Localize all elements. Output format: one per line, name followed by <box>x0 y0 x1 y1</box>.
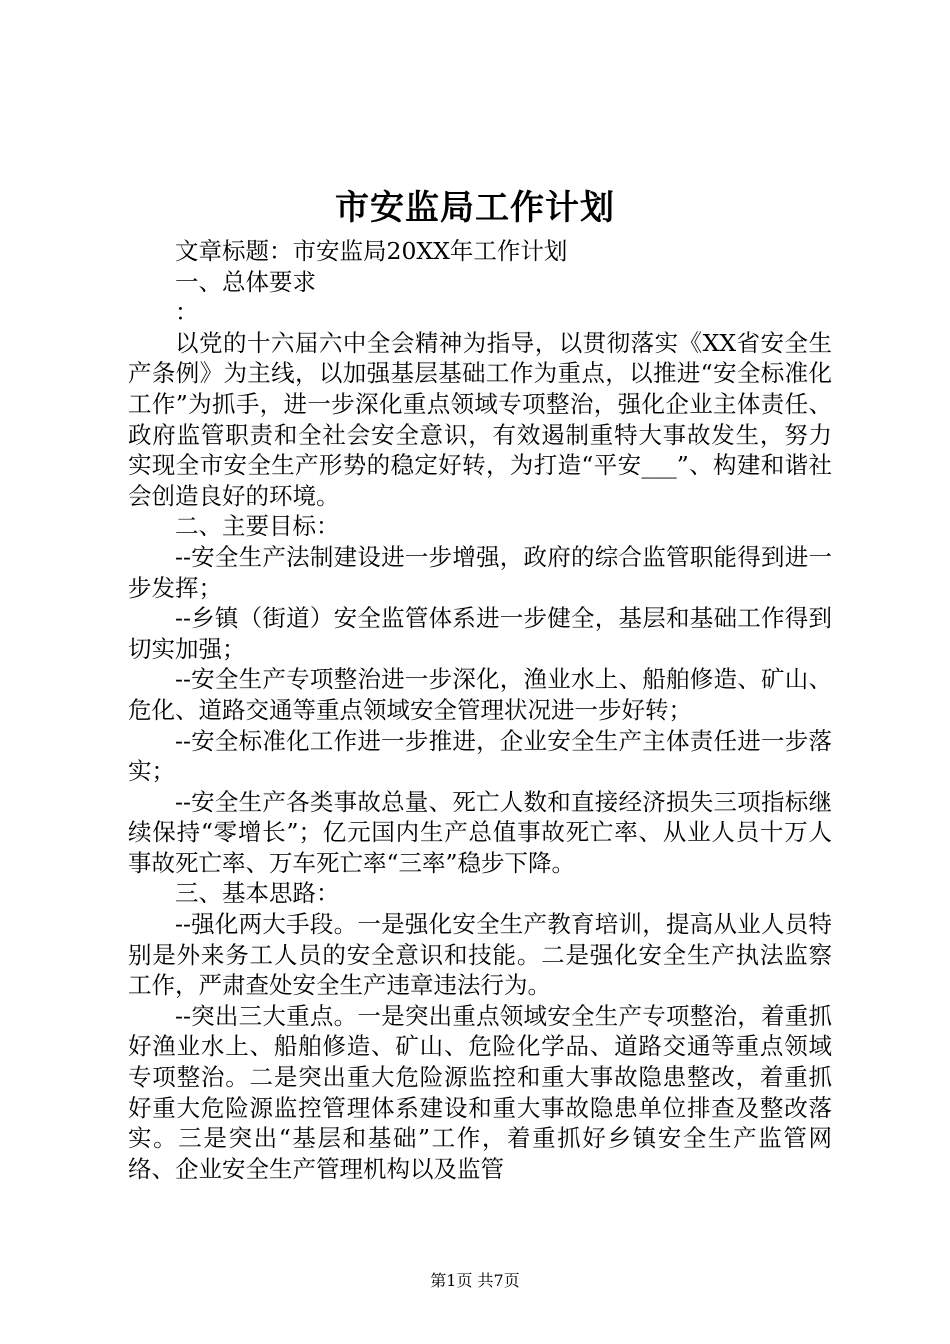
paragraph-guiding-principle: 以党的十六届六中全会精神为指导，以贯彻落实《XX省安全生产条例》为主线，以加强基层基础工作为重点，以推进“安全标准化工作”为抓手，进一步深化重点领域专项整治，强化企业主体责任、政府监管职责和全社会安全意识，有效遏制重特大事故发生，努力实现全市安全生产形势的稳定好转，为打造“平安___”、构建和谐社会创造良好的环境。 <box>128 328 832 510</box>
document-title: 市安监局工作计划 <box>335 188 615 228</box>
paragraph-colon: ： <box>175 298 199 327</box>
page-footer: 第1页 共7页 <box>430 1271 520 1290</box>
paragraph-article-title: 文章标题：市安监局20XX年工作计划 <box>175 237 568 265</box>
goal-item: --安全生产各类事故总量、死亡人数和直接经济损失三项指标继续保持“零增长”；亿元国内生产总值事故死亡率、从业人员十万人事故死亡率、万车死亡率“三率”稳步下降。 <box>128 787 832 877</box>
approach-item: --突出三大重点。一是突出重点领域安全生产专项整治，着重抓好渔业水上、船舶修造、矿山、危险化学品、道路交通等重点领域专项整治。二是突出重大危险源监控和重大事故隐患整改，着重抓好重大危险源监控管理体系建设和重大事故隐患单位排查及整改落实。三是突出“基层和基础”工作，着重抓好乡镇安全生产监管网络、企业安全生产管理机构以及监管 <box>128 1001 832 1183</box>
heading-basic-approach: 三、基本思路： <box>175 879 340 908</box>
document-body <box>128 236 832 1184</box>
heading-main-goals: 二、主要目标： <box>175 512 340 541</box>
goal-item: --安全生产专项整治进一步深化，渔业水上、船舶修造、矿山、危化、道路交通等重点领域安全管理状况进一步好转； <box>128 665 832 724</box>
goal-item: --安全生产法制建设进一步增强，政府的综合监管职能得到进一步发挥； <box>128 542 832 602</box>
heading-general-requirements: 一、总体要求 <box>175 267 316 296</box>
approach-item: --强化两大手段。一是强化安全生产教育培训，提高从业人员特别是外来务工人员的安全意识和技能。二是强化安全生产执法监察工作，严肃查处安全生产违章违法行为。 <box>128 910 832 1000</box>
goal-item: --安全标准化工作进一步推进，企业安全生产主体责任进一步落实； <box>128 726 832 786</box>
goal-item: --乡镇（街道）安全监管体系进一步健全，基层和基础工作得到切实加强； <box>128 604 832 663</box>
